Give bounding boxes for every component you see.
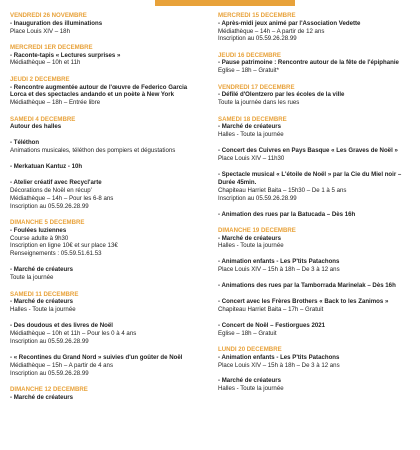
event-detail bbox=[10, 155, 200, 163]
event-detail: Halles - Toute la journée bbox=[218, 242, 284, 250]
event-detail bbox=[10, 314, 200, 322]
event-title: - Atelier créatif avec Recycl'arte bbox=[10, 178, 102, 186]
event-title: - Marché de créateurs bbox=[10, 393, 73, 401]
event-detail bbox=[10, 171, 200, 179]
event-detail: Médiathèque – 14h – Pour les 6-8 ans bbox=[10, 194, 114, 202]
event-title: - Marché de créateurs bbox=[218, 377, 281, 385]
event-title: - Après-midi jeux animé par l'Association Vedette bbox=[218, 19, 361, 27]
event-detail: Course adulte à 9h30 bbox=[10, 234, 69, 242]
event-date-heading: JEUDI 2 DECEMBRE bbox=[10, 75, 70, 83]
event-detail: Inscription au 05.59.26.28.99 bbox=[218, 35, 297, 43]
event-detail: Toute la journée bbox=[10, 274, 54, 282]
event-detail: Place Louis XIV – 11h30 bbox=[218, 155, 285, 163]
event-title: - Rencontre augmentée autour de l'œuvre de Federico Garcia Lorca et des spectacles andando et un poète à New York bbox=[10, 83, 189, 99]
right-column bbox=[218, 12, 408, 402]
event-detail: Toute la journée dans les rues bbox=[218, 99, 300, 107]
event-detail: Renseignements : 05.59.51.61.53 bbox=[10, 250, 102, 258]
event-title: - Foulées luziennes bbox=[10, 226, 67, 234]
event-detail: Place Louis XIV – 15h à 18h – De 3 à 12 ans bbox=[218, 266, 340, 274]
event-date-heading: DIMANCHE 19 DECEMBRE bbox=[218, 226, 296, 234]
event-detail bbox=[218, 370, 408, 378]
event-date-heading: JEUDI 16 DECEMBRE bbox=[218, 51, 281, 59]
event-title: - Spectacle musical « L'étoile de Noël » par la Cie du Miel noir – Durée 45min. bbox=[218, 170, 404, 186]
event-detail: Inscription au 05.59.26.28.99 bbox=[10, 337, 89, 345]
event-day bbox=[218, 227, 408, 338]
event-day bbox=[10, 386, 200, 402]
event-title: - Raconte-tapis « Lectures surprises » bbox=[10, 51, 121, 59]
event-detail: Eglise – 18h – Gratuit bbox=[218, 329, 277, 337]
event-date-heading: SAMEDI 4 DECEMBRE bbox=[10, 115, 76, 123]
event-title: - « Recontines du Grand Nord » suivies d'un goûter de Noël bbox=[10, 353, 183, 361]
event-title: - Inauguration des illuminations bbox=[10, 19, 103, 27]
left-column bbox=[10, 12, 200, 410]
event-title: - Marché de créateurs bbox=[218, 234, 281, 242]
event-title: - Défilé d'Olentzero par les écoles de la ville bbox=[218, 91, 345, 99]
event-detail bbox=[218, 250, 408, 258]
event-date-heading: VENDREDI 26 NOVEMBRE bbox=[10, 12, 87, 19]
event-date-heading: DIMANCHE 12 DECEMBRE bbox=[10, 385, 88, 393]
event-date-heading: DIMANCHE 5 DECEMBRE bbox=[10, 219, 85, 227]
event-day bbox=[10, 219, 200, 282]
event-title: Autour des halles bbox=[10, 123, 62, 131]
programme-banner bbox=[155, 0, 295, 6]
event-detail bbox=[218, 290, 408, 298]
event-day bbox=[10, 12, 200, 35]
event-detail bbox=[218, 139, 408, 147]
event-detail bbox=[218, 274, 408, 282]
event-detail: Médiathèque – 15h – A partir de 4 ans bbox=[10, 361, 113, 369]
event-title: - Concert de Noël – Festiorgues 2021 bbox=[218, 321, 326, 329]
event-title: - Animation enfants - Les P'tits Patachons bbox=[218, 353, 340, 361]
event-detail: Eglise – 18h – Gratuit* bbox=[218, 67, 279, 75]
event-detail bbox=[218, 314, 408, 322]
event-day bbox=[10, 291, 200, 378]
event-title: - Marché de créateurs bbox=[10, 298, 73, 306]
event-detail: Médiathèque – 10h et 11h – Pour les 0 à 4 ans bbox=[10, 329, 137, 337]
event-day bbox=[218, 12, 408, 43]
event-day bbox=[10, 116, 200, 211]
event-detail: Médiathèque – 14h – A partir de 12 ans bbox=[218, 27, 325, 35]
event-detail: Halles - Toute la journée bbox=[10, 306, 76, 314]
event-title: - Animations des rues par la Tamborrada Marinelak – Dès 16h bbox=[218, 282, 396, 290]
event-title: - Animation enfants - Les P'tits Patachons bbox=[218, 258, 340, 266]
event-title: - Des doudous et des livres de Noël bbox=[10, 321, 113, 329]
event-detail: Place Louis XIV – 18h bbox=[10, 27, 70, 35]
event-detail: Halles - Toute la journée bbox=[218, 131, 284, 139]
event-title: - Merkatuan Kantuz - 10h bbox=[10, 163, 83, 170]
event-detail bbox=[10, 258, 200, 266]
event-detail bbox=[10, 131, 200, 139]
event-detail: Chapiteau Harriet Baita – 17h – Gratuit bbox=[218, 305, 324, 313]
event-title: - Animation des rues par la Batucada – Dès 16h bbox=[218, 210, 356, 218]
event-date-heading: LUNDI 20 DECEMBRE bbox=[218, 346, 282, 354]
event-detail bbox=[218, 163, 408, 171]
event-detail: Animations musicales, téléthon des pompiers et dégustations bbox=[10, 147, 176, 155]
event-day bbox=[218, 84, 408, 107]
event-day bbox=[218, 346, 408, 393]
event-date-heading: SAMEDI 11 DECEMBRE bbox=[10, 290, 79, 298]
event-detail: Chapiteau Harriet Baita – 15h30 – De 1 à 5 ans bbox=[218, 186, 347, 194]
event-date-heading: SAMEDI 18 DECEMBRE bbox=[218, 115, 287, 123]
event-detail: Halles - Toute la journée bbox=[218, 385, 284, 393]
event-date-heading: MERCREDI 1ER DECEMBRE bbox=[10, 43, 93, 51]
event-detail: Inscription au 05.59.26.28.99 bbox=[218, 194, 297, 202]
event-title: - Concert avec les Frères Brothers « Back to les Zanimos » bbox=[218, 297, 389, 305]
event-title: - Pause patrimoine : Rencontre autour de la fête de l'épiphanie bbox=[218, 59, 399, 67]
event-date-heading: VENDREDI 17 DECEMBRE bbox=[218, 83, 295, 91]
event-detail: Inscription en ligne 10€ et sur place 13€ bbox=[10, 242, 118, 250]
event-detail bbox=[10, 346, 200, 354]
event-detail: Médiathèque – 10h et 11h bbox=[10, 59, 81, 67]
event-title: - Téléthon bbox=[10, 139, 40, 147]
event-title: - Concert des Cuivres en Pays Basque « Les Graves de Noël » bbox=[218, 147, 398, 155]
event-title: - Marché de créateurs bbox=[218, 123, 281, 131]
event-day bbox=[218, 52, 408, 75]
event-day bbox=[10, 44, 200, 67]
event-date-heading: MERCREDI 15 DECEMBRE bbox=[218, 12, 296, 19]
event-day bbox=[218, 116, 408, 219]
event-title: - Marché de créateurs bbox=[10, 266, 73, 274]
event-detail: Inscription au 05.59.26.28.99 bbox=[10, 202, 89, 210]
event-day bbox=[10, 76, 200, 107]
event-detail: Inscription au 05.59.26.28.99 bbox=[10, 369, 89, 377]
event-detail bbox=[218, 203, 408, 211]
event-detail: Place Louis XIV – 15h à 18h – De 3 à 12 ans bbox=[218, 361, 340, 369]
event-detail: Médiathèque – 18h – Entrée libre bbox=[10, 99, 101, 107]
event-detail: Décorations de Noël en récup' bbox=[10, 186, 92, 194]
